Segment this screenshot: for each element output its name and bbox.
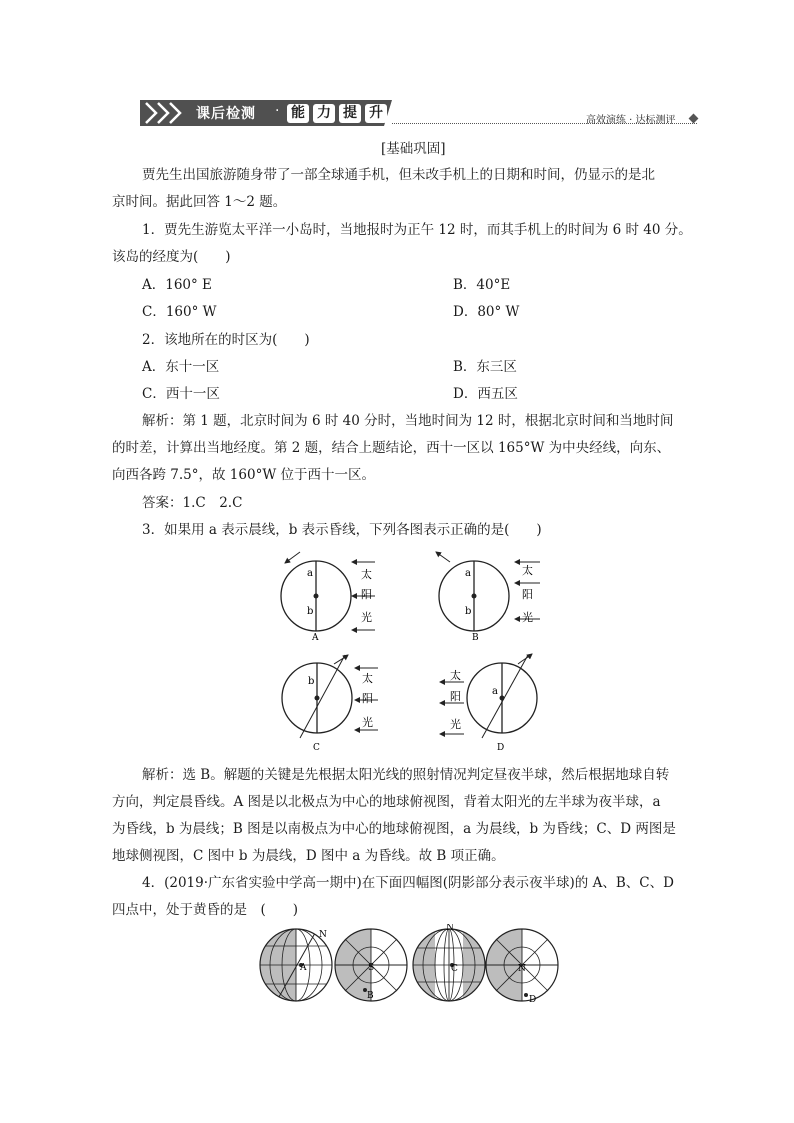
svg-text:太: 太 [361, 568, 372, 581]
svg-text:D: D [497, 743, 505, 753]
section-title: [基础巩固] [381, 141, 446, 157]
q1-option-a: A．160° E [142, 277, 212, 293]
svg-text:A: A [312, 633, 319, 643]
diagram-c [282, 655, 378, 753]
svg-text:C: C [313, 743, 320, 753]
header-box-2: 力 [313, 104, 335, 123]
svg-text:光: 光 [450, 718, 461, 731]
header-separator: · [275, 103, 280, 119]
svg-text:S: S [368, 963, 375, 973]
intro-line-1: 贾先生出国旅游随身带了一部全球通手机，但未改手机上的日期和时间，仍显示的是北 [142, 167, 655, 183]
header-box-3: 提 [339, 104, 361, 123]
header-right-text: 高效演练 · 达标测评 [586, 115, 676, 126]
header-box-4: 升 [365, 104, 387, 123]
svg-text:N: N [446, 924, 454, 933]
diagram-d [440, 654, 537, 753]
svg-text:b: b [307, 606, 314, 617]
svg-text:A: A [300, 963, 307, 973]
q2-stem: 2．该地所在的时区为( ) [142, 332, 310, 348]
svg-text:阳: 阳 [450, 690, 461, 703]
svg-text:太: 太 [450, 669, 461, 682]
svg-text:B: B [367, 991, 374, 1001]
q4-line-2: 四点中，处于黄昏的是 ( ) [112, 902, 299, 918]
q4-line-1: 4．(2019·广东省实验中学高一期中)在下面四幅图(阴影部分表示夜半球)的 A、B、C、D [142, 875, 674, 891]
svg-text:N: N [518, 964, 526, 974]
svg-text:N: N [319, 930, 327, 940]
q2-option-a: A．东十一区 [142, 359, 220, 375]
svg-text:阳: 阳 [362, 692, 373, 705]
svg-text:a: a [492, 686, 498, 697]
globe-4 [486, 929, 558, 1005]
svg-text:太: 太 [522, 564, 533, 577]
svg-text:光: 光 [362, 716, 373, 729]
svg-text:太: 太 [362, 672, 373, 685]
header-box-1: 能 [287, 104, 309, 123]
analysis1-line-1: 解析：第 1 题，北京时间为 6 时 40 分时，当地时间为 12 时，根据北京时间和当地时间 [142, 413, 674, 429]
q2-option-b: B．东三区 [453, 359, 517, 375]
diagram-b [436, 552, 540, 643]
svg-text:a: a [307, 568, 313, 579]
rotation-arrow-icon [436, 552, 450, 562]
diagram-a [281, 552, 375, 643]
q1-option-b: B．40°E [453, 277, 511, 293]
svg-text:a: a [465, 568, 471, 579]
analysis3-line-2: 方向，判定晨昏线。A 图是以北极点为中心的地球俯视图，背着太阳光的左半球为夜半球，a [112, 794, 661, 810]
svg-text:阳: 阳 [361, 588, 372, 601]
svg-text:b: b [465, 606, 472, 617]
svg-text:C: C [451, 964, 458, 974]
analysis1-line-3: 向西各跨 7.5°，故 160°W 位于西十一区。 [112, 467, 375, 483]
q2-option-c: C．西十一区 [142, 386, 220, 402]
header-title: 课后检测 [196, 106, 256, 122]
figure-terminator-diagrams [270, 548, 555, 758]
analysis3-line-4: 地球侧视图，C 图中 b 为晨线，D 图中 a 为昏线。故 B 项正确。 [112, 848, 505, 864]
rotation-arrow-icon [518, 654, 532, 664]
svg-text:b: b [308, 676, 315, 687]
q1-line-2: 该岛的经度为( ) [112, 249, 231, 265]
q3-stem: 3．如果用 a 表示晨线，b 表示昏线，下列各图表示正确的是( ) [142, 522, 542, 538]
analysis3-line-3: 为昏线，b 为晨线；B 图是以南极点为中心的地球俯视图，a 为晨线，b 为昏线；C、D 两图是 [112, 821, 676, 837]
svg-text:光: 光 [522, 611, 533, 624]
diamond-icon [689, 114, 699, 124]
intro-line-2: 京时间。据此回答 1～2 题。 [112, 194, 287, 210]
svg-text:阳: 阳 [522, 588, 533, 601]
globe-1 [255, 924, 332, 1006]
analysis3-line-1: 解析：选 B。解题的关键是先根据太阳光线的照射情况判定昼夜半球，然后根据地球自转 [142, 767, 670, 783]
figure-night-hemisphere-globes [255, 924, 560, 1006]
answer-1-2: 答案：1.C 2.C [142, 495, 243, 511]
svg-text:D: D [529, 995, 537, 1005]
globe-3 [413, 924, 485, 1006]
globe-2 [335, 929, 407, 1001]
q1-option-d: D．80° W [453, 304, 520, 320]
q1-option-c: C．160° W [142, 304, 217, 320]
q1-line-1: 1．贾先生游览太平洋一小岛时，当地报时为正午 12 时，而其手机上的时间为 6 时 40 分。 [142, 222, 692, 238]
q2-option-d: D．西五区 [453, 386, 518, 402]
analysis1-line-2: 的时差，计算出当地经度。第 2 题，结合上题结论，西十一区以 165°W 为中央经线，向东、 [112, 440, 671, 456]
rotation-arrow-icon [285, 552, 300, 563]
svg-text:B: B [472, 633, 479, 643]
svg-text:光: 光 [361, 611, 372, 624]
